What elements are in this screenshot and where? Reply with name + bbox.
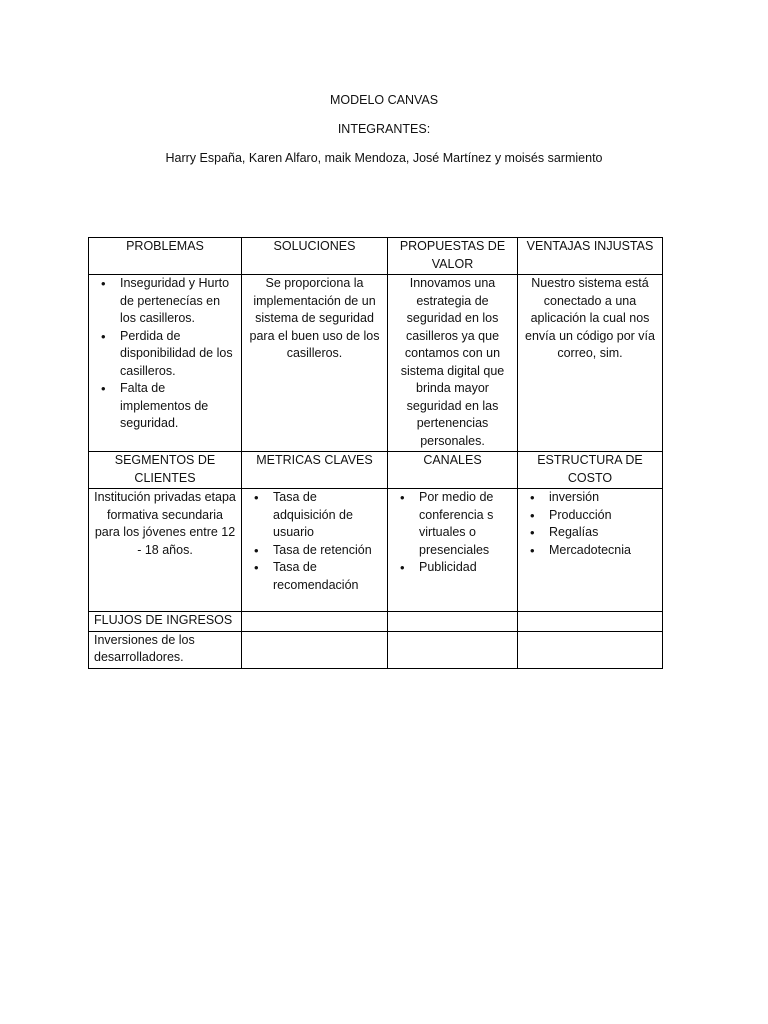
flujos-content-row: [89, 631, 663, 668]
cell-problemas: [89, 275, 242, 452]
metricas-list: [247, 489, 382, 594]
list-item: • Mercadotecnia: [549, 542, 657, 560]
list-item: • Perdida de disponibilidad de los casilleros.: [120, 328, 236, 381]
list-item: • Tasa de retención: [273, 542, 382, 560]
list-item: • Publicidad: [419, 559, 512, 577]
cell-flujos-ingresos: Inversiones de los desarrolladores.: [89, 631, 242, 668]
canvas-table: [88, 237, 663, 669]
cell-propuestas-valor: Innovamos una estrategia de seguridad en los casilleros ya que contamos con un sistema digital que brinda mayor seguridad en las pertenencias personales.: [388, 275, 518, 452]
content-row-2: [89, 489, 663, 612]
list-item: • Producción: [549, 507, 657, 525]
cell-metricas: [242, 489, 388, 612]
cell-canales: [388, 489, 518, 612]
cell-estructura-costo: [518, 489, 663, 612]
header-problemas: PROBLEMAS: [89, 238, 242, 275]
empty-cell: [518, 631, 663, 668]
header-metricas-claves: METRICAS CLAVES: [242, 452, 388, 489]
header-estructura-costo: ESTRUCTURA DE COSTO: [518, 452, 663, 489]
empty-cell: [388, 612, 518, 632]
header-ventajas-injustas: VENTAJAS INJUSTAS: [518, 238, 663, 275]
list-item: • Inseguridad y Hurto de pertenecías en los casilleros.: [120, 275, 236, 328]
list-item: • inversión: [549, 489, 657, 507]
header-soluciones: SOLUCIONES: [242, 238, 388, 275]
cell-ventajas-injustas: Nuestro sistema está conectado a una aplicación la cual nos envía un código por vía correo, sim.: [518, 275, 663, 452]
header-row-1: [89, 238, 663, 275]
header-row-2: [89, 452, 663, 489]
empty-cell: [242, 612, 388, 632]
cell-soluciones: Se proporciona la implementación de un sistema de seguridad para el buen uso de los casilleros.: [242, 275, 388, 452]
list-item: • Por medio de conferencia s virtuales o presenciales: [419, 489, 512, 559]
estructura-costo-list: [523, 489, 657, 559]
members-list: Harry España, Karen Alfaro, maik Mendoza, José Martínez y moisés sarmiento: [165, 151, 603, 165]
problemas-list: [94, 275, 236, 433]
empty-cell: [242, 631, 388, 668]
list-item: • Tasa de recomendación: [273, 559, 382, 594]
cell-segmentos: Institución privadas etapa formativa secundaria para los jóvenes entre 12 - 18 años.: [89, 489, 242, 612]
canales-list: [393, 489, 512, 577]
content-row-1: [89, 275, 663, 452]
header-canales: CANALES: [388, 452, 518, 489]
empty-cell: [388, 631, 518, 668]
header-flujos-ingresos: FLUJOS DE INGRESOS: [89, 612, 242, 632]
header-propuestas-valor: PROPUESTAS DE VALOR: [388, 238, 518, 275]
document-title: MODELO CANVAS: [329, 93, 439, 107]
integrantes-label: INTEGRANTES:: [337, 122, 431, 136]
flujos-header-row: [89, 612, 663, 632]
list-item: • Tasa de adquisición de usuario: [273, 489, 382, 542]
list-item: • Regalías: [549, 524, 657, 542]
header-segmentos-clientes: SEGMENTOS DE CLIENTES: [89, 452, 242, 489]
list-item: • Falta de implementos de seguridad.: [120, 380, 236, 433]
empty-cell: [518, 612, 663, 632]
